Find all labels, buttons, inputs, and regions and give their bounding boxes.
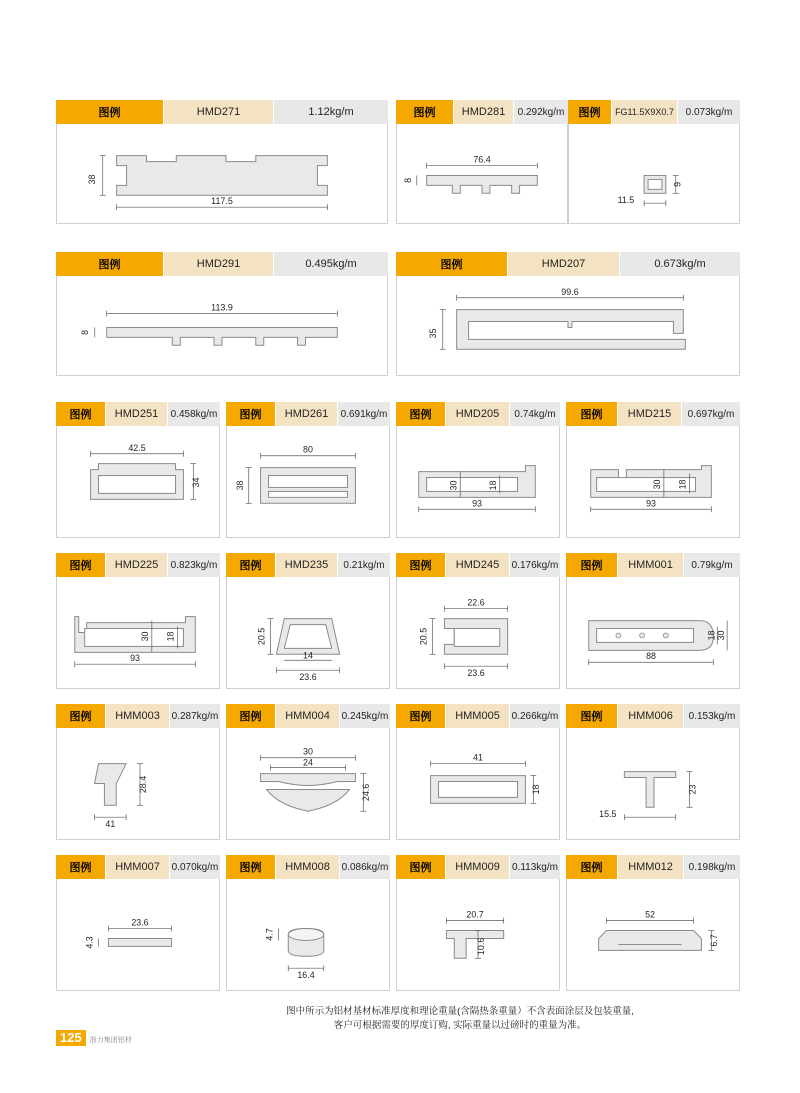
profile-drawing <box>566 577 740 689</box>
dim-height: 10.6 <box>475 937 486 956</box>
product-card-hmm005 <box>396 704 560 840</box>
product-weight: 1.12kg/m <box>274 100 388 124</box>
dim-height: 34 <box>191 477 202 488</box>
product-card-hmm009 <box>396 855 560 991</box>
product-weight: 0.153kg/m <box>684 704 740 728</box>
card-header <box>396 855 560 879</box>
dim-width: 16.4 <box>297 970 315 981</box>
legend-label: 图例 <box>396 855 446 879</box>
product-card-hmm012 <box>566 855 740 991</box>
product-code: HMM008 <box>276 855 340 879</box>
profile-drawing <box>396 879 560 991</box>
product-weight: 0.073kg/m <box>678 100 740 124</box>
card-header <box>226 553 390 577</box>
product-weight: 0.245kg/m <box>340 704 390 728</box>
dim-height2: 18 <box>706 630 717 641</box>
card-header <box>566 553 740 577</box>
product-weight: 0.823kg/m <box>168 553 220 577</box>
dim-height2: 18 <box>677 479 688 490</box>
product-code: HMD207 <box>508 252 620 276</box>
footnote <box>180 1005 740 1034</box>
card-header <box>56 402 220 426</box>
product-code: HMD251 <box>106 402 168 426</box>
product-card-hmd225 <box>56 553 220 689</box>
legend-label: 图例 <box>566 553 618 577</box>
dim-width: 93 <box>472 498 482 509</box>
legend-label: 图例 <box>396 402 446 426</box>
profile-drawing <box>396 276 740 376</box>
product-card-hmd207 <box>396 252 740 376</box>
dim-height: 38 <box>86 174 97 185</box>
page-number: 125 <box>56 1030 86 1046</box>
legend-label: 图例 <box>396 252 508 276</box>
product-weight: 0.086kg/m <box>340 855 390 879</box>
card-header <box>396 704 560 728</box>
dim-width2: 14 <box>303 650 313 661</box>
dim-height: 20.5 <box>256 627 267 646</box>
profile-drawing <box>396 426 560 538</box>
dim-height: 4.7 <box>264 928 275 941</box>
product-weight: 0.673kg/m <box>620 252 740 276</box>
dim-height: 30 <box>651 479 662 490</box>
dim-width: 30 <box>303 746 313 757</box>
brand-mark: 浙力集团铝材 <box>89 1037 132 1044</box>
dim-height: 8 <box>79 329 90 335</box>
profile-drawing <box>56 577 220 689</box>
legend-label: 图例 <box>56 252 164 276</box>
product-card-hmm001 <box>566 553 740 689</box>
product-weight: 0.292kg/m <box>514 100 568 124</box>
product-card-hmd281 <box>396 100 568 224</box>
legend-label: 图例 <box>396 100 454 124</box>
dim-width: 93 <box>130 653 140 664</box>
profile-drawing <box>56 879 220 991</box>
profile-drawing <box>56 728 220 840</box>
dim-width: 52 <box>645 909 655 920</box>
card-header <box>226 402 390 426</box>
card-header <box>396 553 560 577</box>
product-card-fg115 <box>568 100 740 224</box>
page-footer <box>56 1030 132 1046</box>
dim-height2: 18 <box>165 631 176 642</box>
dim-width: 23.6 <box>467 668 485 679</box>
legend-label: 图例 <box>226 704 276 728</box>
footnote-line-2: 客户可根据需要的厚度订购, 实际重量以过磅时的重量为准。 <box>333 1020 587 1032</box>
product-code: HMD205 <box>446 402 510 426</box>
product-code: HMD281 <box>454 100 514 124</box>
product-code: HMD225 <box>106 553 168 577</box>
dim-width2: 24 <box>303 757 313 768</box>
product-weight: 0.21kg/m <box>338 553 390 577</box>
footnote-line-1: 图中所示为铝材基材标准厚度和理论重量(含隔热条重量）不含表面涂层及包装重量, <box>286 1006 634 1017</box>
card-header <box>56 252 388 276</box>
legend-label: 图例 <box>226 402 276 426</box>
legend-label: 图例 <box>568 100 612 124</box>
profile-drawing <box>56 124 388 224</box>
dim-width2: 22.6 <box>467 597 485 608</box>
card-header <box>566 402 740 426</box>
dim-width: 76.4 <box>473 154 491 165</box>
product-weight: 0.691kg/m <box>338 402 390 426</box>
profile-drawing <box>226 577 390 689</box>
card-header <box>226 855 390 879</box>
dim-height: 35 <box>427 328 438 339</box>
product-code: HMM004 <box>276 704 340 728</box>
legend-label: 图例 <box>56 855 106 879</box>
product-weight: 0.79kg/m <box>684 553 740 577</box>
dim-width: 113.9 <box>211 302 233 313</box>
dim-width: 20.7 <box>466 909 484 920</box>
profile-drawing <box>396 577 560 689</box>
profile-drawing <box>396 728 560 840</box>
product-code: HMD291 <box>164 252 274 276</box>
profile-drawing <box>396 124 568 224</box>
product-card-hmd261 <box>226 402 390 538</box>
product-code: HMM007 <box>106 855 170 879</box>
dim-width: 23.6 <box>131 917 149 928</box>
product-code: HMD215 <box>618 402 682 426</box>
dim-height: 30 <box>448 480 459 491</box>
card-header <box>56 704 220 728</box>
product-card-hmm003 <box>56 704 220 840</box>
legend-label: 图例 <box>56 402 106 426</box>
profile-drawing <box>566 728 740 840</box>
product-code: HMM006 <box>618 704 684 728</box>
profile-drawing <box>56 276 388 376</box>
product-weight: 0.74kg/m <box>510 402 560 426</box>
dim-width: 41 <box>105 819 116 830</box>
card-header <box>56 855 220 879</box>
product-weight: 0.266kg/m <box>510 704 560 728</box>
legend-label: 图例 <box>396 704 446 728</box>
product-weight: 0.198kg/m <box>684 855 740 879</box>
card-header <box>396 402 560 426</box>
product-card-hmm004 <box>226 704 390 840</box>
dim-height: 18 <box>531 784 542 795</box>
dim-height: 30 <box>716 630 727 641</box>
dim-width: 117.5 <box>211 196 233 207</box>
dim-width: 99.6 <box>561 286 579 297</box>
dim-width: 88 <box>646 651 656 662</box>
dim-width: 15.5 <box>599 809 617 820</box>
profile-drawing <box>56 426 220 538</box>
legend-label: 图例 <box>226 553 276 577</box>
product-code: HMD245 <box>446 553 510 577</box>
legend-label: 图例 <box>396 553 446 577</box>
card-header <box>568 100 740 124</box>
product-card-hmm008 <box>226 855 390 991</box>
profile-drawing <box>226 879 390 991</box>
dim-height: 4.3 <box>84 936 95 949</box>
card-header <box>566 855 740 879</box>
product-code: HMM012 <box>618 855 684 879</box>
product-weight: 0.070kg/m <box>170 855 220 879</box>
card-header <box>396 100 568 124</box>
card-header <box>396 252 740 276</box>
card-header <box>226 704 390 728</box>
legend-label: 图例 <box>56 553 106 577</box>
profile-drawing <box>568 124 740 224</box>
product-weight: 0.176kg/m <box>510 553 560 577</box>
card-header <box>56 553 220 577</box>
product-weight: 0.287kg/m <box>170 704 220 728</box>
legend-label: 图例 <box>566 855 618 879</box>
legend-label: 图例 <box>56 100 164 124</box>
product-card-hmd271 <box>56 100 388 224</box>
profile-drawing <box>226 426 390 538</box>
product-weight: 0.697kg/m <box>682 402 740 426</box>
dim-height: 8 <box>402 177 413 183</box>
dim-width: 11.5 <box>617 195 635 206</box>
product-card-hmd251 <box>56 402 220 538</box>
product-code: HMD271 <box>164 100 274 124</box>
dim-width: 23.6 <box>299 672 317 683</box>
dim-height: 6.7 <box>709 934 720 947</box>
product-weight: 0.495kg/m <box>274 252 388 276</box>
profile-drawing <box>566 879 740 991</box>
dim-height: 24.6 <box>361 783 372 802</box>
product-card-hmd215 <box>566 402 740 538</box>
product-code: FG11.5X9X0.7 <box>612 100 678 124</box>
dim-height: 38 <box>234 480 245 491</box>
product-code: HMD235 <box>276 553 338 577</box>
product-code: HMM009 <box>446 855 510 879</box>
dim-height: 20.5 <box>418 627 429 646</box>
profile-drawing <box>226 728 390 840</box>
legend-label: 图例 <box>566 402 618 426</box>
product-card-hmd235 <box>226 553 390 689</box>
dim-width: 42.5 <box>128 442 146 453</box>
product-code: HMM001 <box>618 553 684 577</box>
product-weight: 0.113kg/m <box>510 855 560 879</box>
card-header <box>566 704 740 728</box>
product-weight: 0.458kg/m <box>168 402 220 426</box>
legend-label: 图例 <box>566 704 618 728</box>
product-card-hmm007 <box>56 855 220 991</box>
dim-width: 93 <box>646 498 656 509</box>
dim-height: 23 <box>687 784 698 795</box>
product-card-hmm006 <box>566 704 740 840</box>
legend-label: 图例 <box>226 855 276 879</box>
product-card-hmd205 <box>396 402 560 538</box>
card-header <box>56 100 388 124</box>
product-card-hmd245 <box>396 553 560 689</box>
product-code: HMM005 <box>446 704 510 728</box>
dim-height: 28.4 <box>137 775 148 794</box>
dim-width: 41 <box>473 752 483 763</box>
product-code: HMD261 <box>276 402 338 426</box>
dim-width: 80 <box>303 444 313 455</box>
dim-height: 30 <box>139 631 150 642</box>
product-card-hmd291 <box>56 252 388 376</box>
profile-drawing <box>566 426 740 538</box>
legend-label: 图例 <box>56 704 106 728</box>
dim-height: 9 <box>672 181 683 187</box>
product-code: HMM003 <box>106 704 170 728</box>
dim-height2: 18 <box>487 480 498 491</box>
